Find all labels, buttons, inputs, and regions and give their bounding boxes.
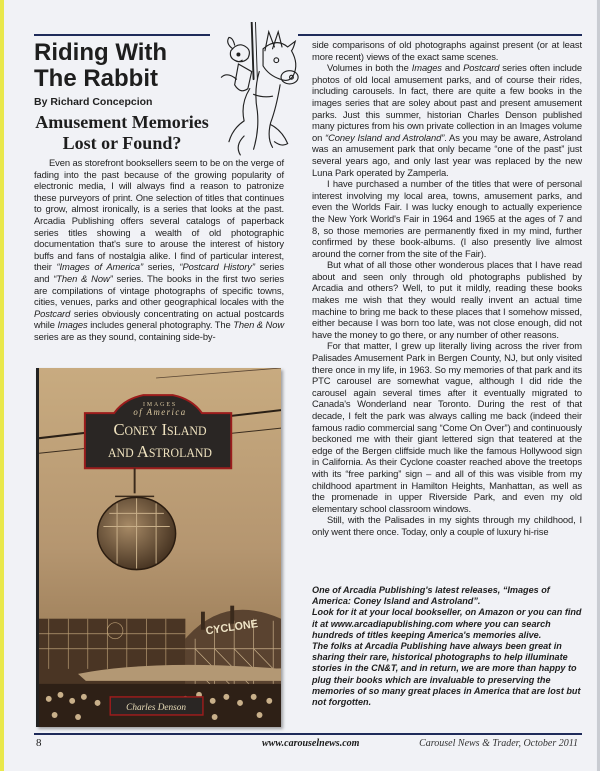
footer-website: www.carouselnews.com — [262, 738, 360, 749]
paragraph: side comparisons of old photographs against present (or at least more recent) views of the exact same scenes. — [312, 39, 582, 62]
article-title — [34, 40, 167, 92]
text-run: series. The books in the first two series are compilations of vintage photographs of specific towns, cities, venues, parks and other geographical locales with the — [34, 272, 284, 308]
caption-text: One of Arcadia Publishing's latest releases, “Images of America: Coney Island and Astroland”. — [312, 585, 550, 607]
text-run: “Coney Island and Astroland” — [325, 131, 445, 143]
book-caption — [312, 585, 582, 708]
paragraph — [312, 62, 582, 178]
text-run: series, — [143, 261, 180, 273]
text-run: Images — [57, 319, 88, 331]
paragraph — [34, 157, 284, 343]
text-run: “Postcard History” — [179, 261, 255, 273]
cover-title-line1: Coney Island — [113, 419, 207, 440]
top-rule-right — [298, 34, 582, 36]
paragraph: Still, with the Palisades in my sights through my childhood, I only went there once. Today, only a couple of luxury hi-rise — [312, 514, 582, 537]
cover-author: Charles Denson — [126, 702, 187, 713]
text-run: series obviously concentrating on actual postcards while — [34, 307, 284, 331]
text-run: Postcard — [463, 62, 500, 74]
title-line: Riding With — [34, 39, 168, 66]
text-run: series are as they sound, containing side-by- — [34, 330, 216, 342]
footer-rule — [34, 733, 582, 735]
text-run: . As you may be aware, Astroland was an amusement park that only became “one of the past” just several years ago, and only last year was replaced by the new Luna Park operated by Zamperla. — [312, 131, 583, 178]
article-column-2 — [312, 39, 582, 538]
paragraph: I have purchased a number of the titles that were of personal interest involving my local area, towns, amusement parks, and even the Worlds Fair. I was lucky enough to actually experience the New York World's Fair in 1964 and 1965 at the ages of 7 and 8, so those memories are permanently fixed in my mind, further confirmed by these book-albums. (I also presently live almost around the corner from the site of the Fair). — [312, 178, 582, 259]
text-run: includes general photography. The — [87, 319, 234, 331]
subheadline — [34, 112, 210, 154]
paragraph: But what of all those other wonderous places that I have read about and seen only through old photographs published by Arcadia and others? Well, to put it mildly, reading these books makes me wish that they would really invent an actual time machine to bring me back to these places that I somehow missed, either because I was born too late, was not close enough, did not have the money to go there, or any number of other reasons. — [312, 259, 582, 340]
text-run: series and — [34, 261, 284, 284]
article-column-1 — [34, 157, 284, 343]
rabbit-carousel-illustration — [210, 22, 300, 160]
subhead-line: Amusement Memories — [35, 112, 209, 132]
text-run: “Then & Now” — [53, 272, 113, 284]
text-run: “Images of America” — [56, 261, 144, 273]
series-bottom: of America — [133, 407, 187, 418]
cover-title-line2: and Astroland — [108, 442, 212, 462]
subhead-line: Lost or Found? — [62, 133, 182, 153]
caption-text: The folks at Arcadia Publishing have always been great in sharing their rare, historical photographs to help illuminate stories in the CN&T, and in return, we are more than happy to plug their books which are invaluable to preserving the memories of so many great places in America that are lost but not forgotten. — [312, 641, 581, 708]
text-run: Then & Now — [233, 319, 284, 331]
paragraph: For that matter, I grew up literally living across the river from Palisades Amusement Park in Bergen County, NJ, but only visited there once in my life, in 1963. So my memories of that park and its PTC carousel are somewhat vague, although I did ride the carousel again several times after it eventually migrated to Canada's Wonderland near Toronto. During the rest of that decade, I felt the park was always calling me back (indeed their famous radio commercial sang “Come On Over”) and continuously beckoned me with their giant lettered sign that teatered at the edge of the Bergen cliffside much like the famous Hollywood sign in California. As their Cyclone coaster reached above the treetops with its “free parking” sign – and all of this was visible from my childhood apartment in Hamilton Heights, Manhattan, as well as the promenade in upper Riverside Park, and even my old elementary school classroom windows. — [312, 340, 582, 514]
text-run: series often include photos of old local amusement parks, and of course their rides, including carousels. In fact, there are quite a few books in the images series that are soley about past and present amusement parks. Just this summer, historian Charles Denson published many pictures from his own private collection in an Images volume on — [312, 62, 582, 143]
top-rule-left — [34, 34, 210, 36]
text-run: Even as storefront booksellers seem to be on the verge of fading into the past because of the growing popularity of electronic media, I will always find a reason to patronize these purveyors of print. One selection of titles that continues to grow, almost ironically, is a series that looks at the past. Arcadia Publishing offers several catalogs of paperback series titles showing a wealth of old photographic documentation that's sure to arouse the interest of history buffs and fans of nostalgia alike. I find of particular interest, their — [34, 157, 284, 273]
text-run: Images — [411, 62, 442, 74]
book-cover-image — [36, 368, 281, 727]
byline: By Richard Concepcion — [34, 96, 153, 108]
caption-text: Look for it at your local bookseller, on Amazon or you can find it at www.arcadiapublishing.com where you can search hundreds of titles keeping America's memories alive. — [312, 607, 582, 640]
title-line: The Rabbit — [34, 65, 158, 92]
text-run: and — [441, 62, 464, 74]
footer-publication: Carousel News & Trader, October 2011 — [419, 738, 578, 749]
series-top: IMAGES — [142, 402, 178, 409]
text-run: Postcard — [34, 307, 71, 319]
cyclone-sign: CYCLONE — [205, 617, 259, 638]
page-number: 8 — [36, 737, 42, 749]
text-run: Volumes in both the — [327, 62, 412, 74]
book-cover-art — [39, 368, 281, 727]
